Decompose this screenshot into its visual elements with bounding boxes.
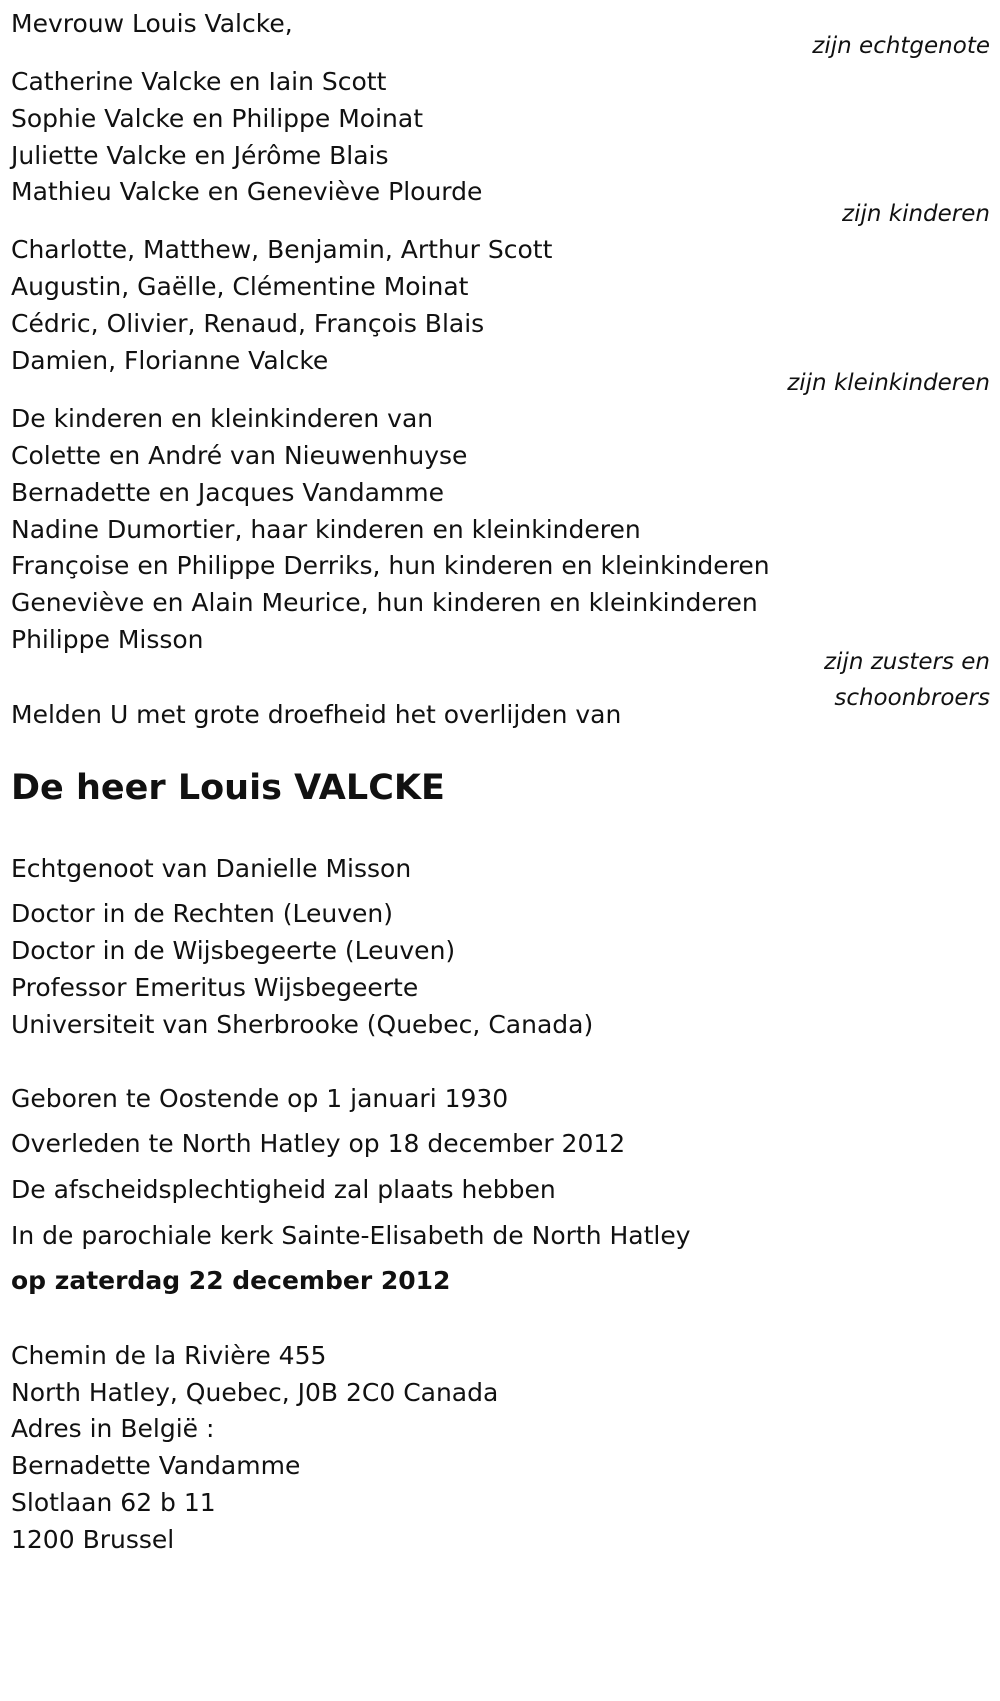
bio-title-line: Universiteit van Sherbrooke (Quebec, Canada) [11, 1010, 594, 1039]
sibling-line: Nadine Dumortier, haar kinderen en kleinkinderen [11, 515, 641, 544]
sibling-line: Geneviève en Alain Meurice, hun kinderen en kleinkinderen [11, 588, 758, 617]
grandchild-line: Augustin, Gaëlle, Clémentine Moinat [11, 272, 469, 301]
address-line: Bernadette Vandamme [11, 1451, 301, 1480]
siblings-role-line2: schoonbroers [834, 685, 990, 711]
child-line: Mathieu Valcke en Geneviève Plourde [11, 177, 483, 206]
grandchild-line: Damien, Florianne Valcke [11, 346, 329, 375]
address-line: Chemin de la Rivière 455 [11, 1341, 327, 1370]
ceremony-location: In de parochiale kerk Sainte-Elisabeth de North Hatley [11, 1221, 691, 1250]
ceremony-date: op zaterdag 22 december 2012 [11, 1266, 451, 1295]
grandchild-line: Cédric, Olivier, Renaud, François Blais [11, 309, 485, 338]
sibling-line: Philippe Misson [11, 625, 204, 654]
sibling-line: Françoise en Philippe Derriks, hun kinderen en kleinkinderen [11, 551, 770, 580]
address-line: North Hatley, Quebec, J0B 2C0 Canada [11, 1378, 499, 1407]
spouse-name: Mevrouw Louis Valcke, [11, 9, 293, 38]
sibling-line: Bernadette en Jacques Vandamme [11, 478, 444, 507]
address-line: 1200 Brussel [11, 1525, 175, 1554]
siblings-role-line1: zijn zusters en [823, 649, 990, 675]
announcement: Melden U met grote droefheid het overlijden van [11, 700, 622, 729]
died-line: Overleden te North Hatley op 18 december 2012 [11, 1129, 626, 1158]
sibling-line: De kinderen en kleinkinderen van [11, 404, 434, 433]
children-role: zijn kinderen [842, 201, 990, 227]
child-line: Catherine Valcke en Iain Scott [11, 67, 387, 96]
address-line: Slotlaan 62 b 11 [11, 1488, 216, 1517]
bio-title-line: Doctor in de Wijsbegeerte (Leuven) [11, 936, 456, 965]
child-line: Juliette Valcke en Jérôme Blais [11, 141, 389, 170]
bio-title-line: Professor Emeritus Wijsbegeerte [11, 973, 419, 1002]
grandchild-line: Charlotte, Matthew, Benjamin, Arthur Scott [11, 235, 553, 264]
grandchildren-role: zijn kleinkinderen [787, 370, 990, 396]
bio-spouse-line: Echtgenoot van Danielle Misson [11, 854, 412, 883]
ceremony-intro: De afscheidsplechtigheid zal plaats hebben [11, 1175, 556, 1204]
bio-title-line: Doctor in de Rechten (Leuven) [11, 899, 393, 928]
spouse-role: zijn echtgenote [812, 33, 990, 59]
born-line: Geboren te Oostende op 1 januari 1930 [11, 1084, 509, 1113]
address-line: Adres in België : [11, 1414, 215, 1443]
sibling-line: Colette en André van Nieuwenhuyse [11, 441, 468, 470]
child-line: Sophie Valcke en Philippe Moinat [11, 104, 424, 133]
deceased-name: De heer Louis VALCKE [11, 768, 445, 808]
